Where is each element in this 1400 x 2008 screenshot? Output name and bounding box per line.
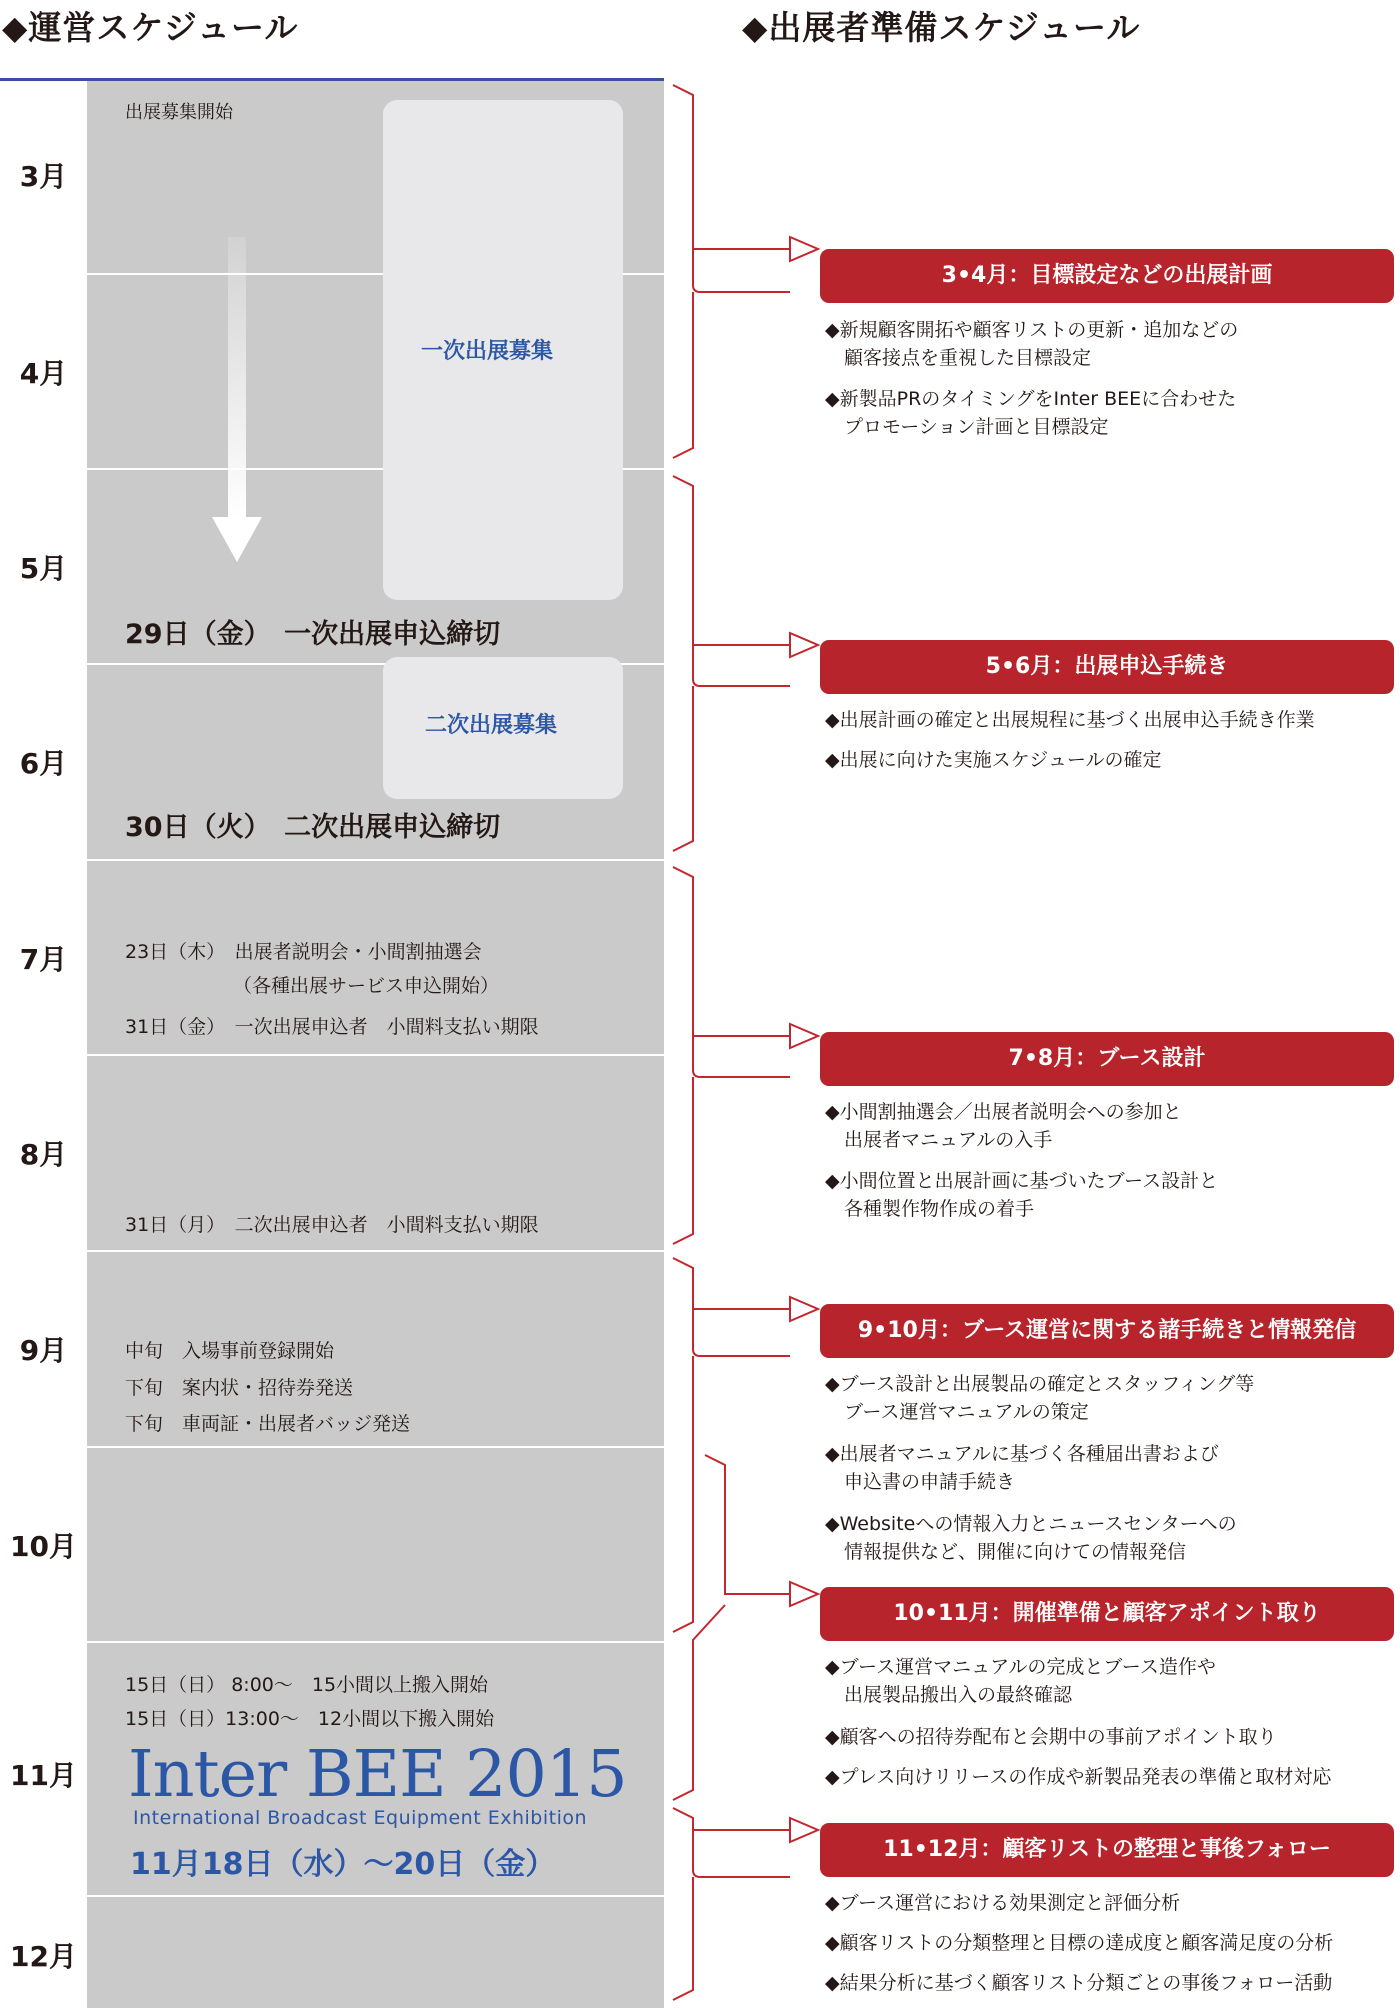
month-label-may: 5月: [19, 552, 68, 585]
arrowhead-icon: [790, 1297, 818, 1321]
bracket-arrow-icon: [673, 1808, 790, 2000]
phase-may-jun-bullet: ◆出展計画の確定と出展規程に基づく出展申込手続き作業: [825, 709, 1315, 731]
phase-mar-apr-title: 3•4月：目標設定などの出展計画: [820, 249, 1394, 303]
bracket-arrow-icon: [673, 85, 790, 458]
inter-bee-logo: Inter BEE 2015: [128, 1737, 627, 1812]
phase-jul-aug-title: 7•8月：ブース設計: [820, 1032, 1394, 1086]
row-divider: [0, 1446, 664, 1448]
phase-sep-oct-title: 9•10月：ブース運営に関する諸手続きと情報発信: [820, 1304, 1394, 1358]
row-divider: [0, 1895, 664, 1897]
arrowhead-icon: [790, 633, 818, 657]
month-label-oct: 10月: [10, 1530, 77, 1563]
phase-oct-nov-title: 10•11月：開催準備と顧客アポイント取り: [820, 1587, 1394, 1641]
sep-event-2: 下旬 案内状・招待券発送: [125, 1377, 354, 1399]
month-label-jun: 6月: [19, 747, 68, 780]
first-recruitment-label: 一次出展募集: [421, 339, 554, 364]
sep-event-3: 下旬 車両証・出展者バッジ発送: [125, 1413, 411, 1435]
second-recruitment-label: 二次出展募集: [425, 713, 558, 738]
row-divider: [0, 1054, 664, 1056]
nov-event-1: 15日（日） 8:00～ 15小間以上搬入開始: [125, 1674, 489, 1696]
phase-jul-aug-bullet: ◆小間割抽選会／出展者説明会への参加と 出展者マニュアルの入手: [825, 1101, 1182, 1151]
bracket-arrow-icon: [673, 867, 790, 1244]
nov-event-2: 15日（日）13:00～ 12小間以下搬入開始: [125, 1708, 495, 1730]
arrowhead-icon: [790, 1024, 818, 1048]
month-label-aug: 8月: [19, 1138, 68, 1171]
operations-schedule-heading: ◆運営スケジュール: [2, 8, 299, 47]
month-label-dec: 12月: [10, 1940, 77, 1973]
aug31-event: 31日（月） 二次出展申込者 小間料支払い期限: [125, 1214, 539, 1236]
phase-sep-oct-bullet: ◆Websiteへの情報入力とニュースセンターへの 情報提供など、開催に向けての情報発信: [825, 1513, 1237, 1563]
arrowhead-icon: [790, 1818, 818, 1842]
phase-mar-apr-bullet: ◆新規顧客開拓や顧客リストの更新・追加などの 顧客接点を重視した目標設定: [825, 319, 1239, 369]
jul31-event: 31日（金） 一次出展申込者 小間料支払い期限: [125, 1016, 539, 1038]
phase-nov-dec-bullet: ◆ブース運営における効果測定と評価分析: [825, 1892, 1181, 1914]
month-label-jul: 7月: [19, 943, 68, 976]
phase-nov-dec-title: 11•12月：顧客リストの整理と事後フォロー: [820, 1823, 1394, 1877]
phase-sep-oct-bullet: ◆ブース設計と出展製品の確定とスタッフィング等 ブース運営マニュアルの策定: [825, 1373, 1255, 1423]
bracket-arrow-icon: [673, 476, 790, 851]
recruitment-start-event: 出展募集開始: [125, 102, 233, 123]
exhibitor-schedule-heading: ◆出展者準備スケジュール: [742, 8, 1141, 47]
second-deadline-event: 30日（火） 二次出展申込締切: [125, 812, 501, 843]
first-deadline-event: 29日（金） 一次出展申込締切: [125, 619, 501, 650]
arrowhead-icon: [790, 237, 818, 261]
jul23-event: 23日（木） 出展者説明会・小間割抽選会: [125, 941, 482, 963]
month-label-sep: 9月: [19, 1334, 68, 1367]
inter-bee-subtitle: International Broadcast Equipment Exhibition: [133, 1807, 588, 1829]
inter-bee-dates: 11月18日（水）～20日（金）: [130, 1847, 556, 1882]
row-divider: [0, 859, 664, 861]
phase-sep-oct-bullet: ◆出展者マニュアルに基づく各種届出書および 申込書の申請手続き: [825, 1443, 1219, 1493]
sep-event-1: 中旬 入場事前登録開始: [125, 1340, 335, 1362]
month-label-mar: 3月: [19, 160, 68, 193]
phase-nov-dec-bullet: ◆顧客リストの分類整理と目標の達成度と顧客満足度の分析: [825, 1932, 1334, 1954]
phase-may-jun-bullet: ◆出展に向けた実施スケジュールの確定: [825, 749, 1162, 771]
jul23-sub-event: （各種出展サービス申込開始）: [233, 975, 500, 997]
phase-oct-nov-bullet: ◆プレス向けリリースの作成や新製品発表の準備と取材対応: [825, 1766, 1332, 1788]
bracket-arrow-icon: [673, 1455, 790, 1800]
row-divider: [0, 1250, 664, 1252]
phase-oct-nov-bullet: ◆顧客への招待券配布と会期中の事前アポイント取り: [825, 1726, 1277, 1748]
month-label-nov: 11月: [10, 1759, 77, 1792]
phase-oct-nov-bullet: ◆ブース運営マニュアルの完成とブース造作や 出展製品搬出入の最終確認: [825, 1656, 1216, 1706]
bracket-arrow-icon: [673, 1258, 790, 1632]
phase-nov-dec-bullet: ◆結果分析に基づく顧客リスト分類ごとの事後フォロー活動: [825, 1972, 1333, 1994]
phase-mar-apr-bullet: ◆新製品PRのタイミングをInter BEEに合わせた プロモーション計画と目標設定: [825, 388, 1237, 438]
row-divider: [0, 1641, 664, 1643]
arrowhead-icon: [790, 1582, 818, 1606]
timeline-top-line: [0, 78, 664, 81]
phase-may-jun-title: 5•6月：出展申込手続き: [820, 640, 1394, 694]
month-label-apr: 4月: [19, 357, 68, 390]
phase-jul-aug-bullet: ◆小間位置と出展計画に基づいたブース設計と 各種製作物作成の着手: [825, 1170, 1219, 1220]
